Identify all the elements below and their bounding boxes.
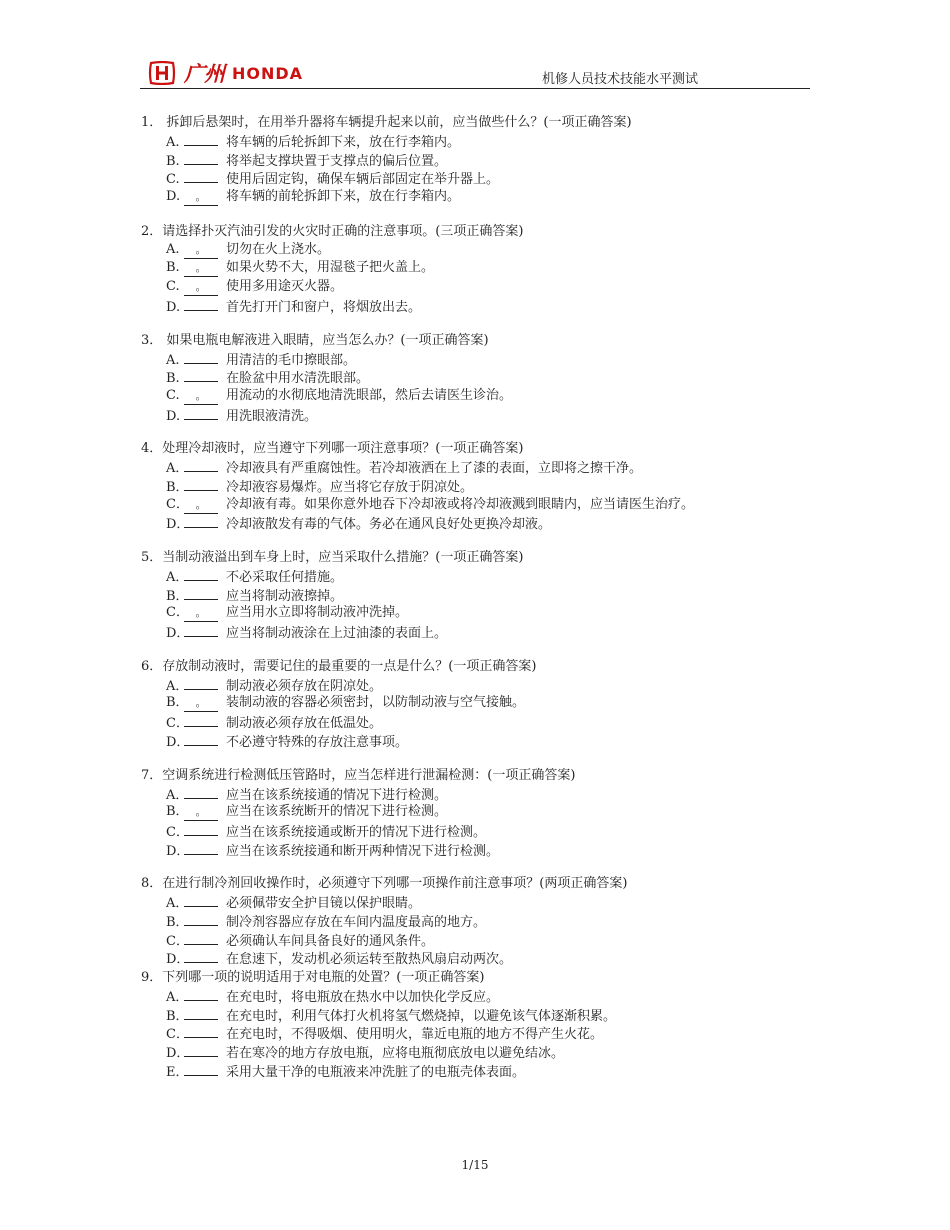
answer-blank[interactable]	[184, 931, 218, 945]
answer-option	[141, 604, 821, 623]
answer-option	[141, 1043, 821, 1062]
option-letter: D.	[166, 299, 181, 315]
answer-option	[141, 676, 821, 695]
answer-blank[interactable]	[184, 1024, 218, 1038]
answer-blank[interactable]: 。	[184, 391, 218, 405]
option-text: 在充电时，将电瓶放在热水中以加快化学反应。	[226, 990, 500, 1005]
answer-blank[interactable]	[184, 676, 218, 690]
option-text: 首先打开门和窗户，将烟放出去。	[226, 299, 422, 315]
answer-option	[141, 1006, 821, 1025]
option-letter: C.	[166, 387, 180, 403]
document-title: 机修人员技术技能水平测试	[541, 72, 698, 87]
option-letter: A．	[166, 461, 189, 477]
option-text: 使用后固定钩，确保车辆后部固定在举升器上。	[226, 172, 500, 188]
answer-blank[interactable]	[184, 406, 218, 420]
option-letter: B.	[166, 371, 180, 387]
answer-blank[interactable]	[184, 458, 218, 472]
page-header	[140, 58, 810, 89]
answer-option	[141, 350, 821, 369]
answer-option	[141, 1024, 821, 1043]
question-text: 8．在进行制冷剂回收操作时，必须遵守下列哪一项操作前注意事项？(两项正确答案)	[141, 876, 628, 892]
answer-blank[interactable]	[184, 623, 218, 637]
option-text: 将车辆的后轮拆卸下来，放在行李箱内。	[226, 135, 461, 150]
question-text: 5．当制动液溢出到车身上时，应当采取什么措施？(一项正确答案)	[141, 550, 524, 565]
question-5	[141, 548, 821, 642]
answer-option	[141, 477, 821, 496]
answer-option	[141, 259, 821, 278]
answer-option	[141, 567, 821, 586]
question-text: 6．存放制动液时，需要记住的最重要的一点是什么？(一项正确答案)	[141, 658, 537, 674]
answer-blank[interactable]	[184, 368, 218, 382]
option-letter: B．	[166, 695, 189, 711]
option-letter: A．	[166, 896, 189, 912]
option-letter: B．	[166, 588, 189, 604]
answer-blank[interactable]	[184, 1062, 218, 1076]
option-text: 应当将制动液擦掉。	[226, 588, 344, 604]
question-text: 1． 拆卸后悬架时，在用举升器将车辆提升起来以前，应当做些什么？(一项正确答案)	[141, 115, 632, 130]
answer-option	[141, 496, 821, 515]
option-letter: C.	[166, 172, 180, 188]
option-letter: C．	[166, 716, 189, 732]
answer-option	[141, 387, 821, 406]
option-letter: B．	[166, 914, 189, 930]
answer-blank[interactable]	[184, 893, 218, 907]
answer-blank[interactable]	[184, 132, 218, 146]
option-letter: C．	[166, 1027, 189, 1043]
option-text: 在怠速下，发动机必须运转至散热风扇启动两次。	[226, 952, 513, 968]
option-text: 用清洁的毛巾擦眼部。	[226, 352, 357, 368]
option-letter: A．	[166, 990, 189, 1005]
answer-option	[141, 188, 821, 207]
answer-blank[interactable]	[184, 350, 218, 364]
option-text: 用流动的水彻底地清洗眼部，然后去请医生诊治。	[226, 387, 513, 403]
answer-option	[141, 949, 821, 968]
option-letter: C．	[166, 824, 189, 840]
option-text: 在充电时，不得吸烟、使用明火，靠近电瓶的地方不得产生火花。	[226, 1027, 604, 1043]
question-2	[141, 222, 821, 316]
answer-option	[141, 297, 821, 316]
option-text: 将举起支撑块置于支撑点的偏后位置。	[226, 153, 448, 169]
answer-blank[interactable]	[184, 1006, 218, 1020]
answer-option	[141, 694, 821, 713]
answer-option	[141, 803, 821, 822]
option-letter: A.	[166, 241, 180, 257]
option-letter: C．	[166, 933, 189, 949]
answer-blank[interactable]: 。	[184, 500, 218, 514]
question-text: 7．空调系统进行检测低压管路时，应当怎样进行泄漏检测：(一项正确答案)	[141, 767, 576, 783]
answer-blank[interactable]	[184, 586, 218, 600]
option-letter: B．	[166, 1008, 189, 1024]
option-text: 冷却液有毒。如果你意外地吞下冷却液或将冷却液溅到眼睛内，应当请医生治疗。	[226, 496, 695, 512]
answer-option	[141, 151, 821, 170]
answer-blank[interactable]	[184, 514, 218, 528]
brand-en: HONDA	[232, 63, 304, 83]
answer-option	[141, 623, 821, 642]
question-text: 3． 如果电瓶电解液进入眼睛，应当怎么办？(一项正确答案)	[141, 332, 489, 348]
option-text: 应当将制动液涂在上过油漆的表面上。	[226, 626, 448, 642]
answer-option	[141, 241, 821, 260]
answer-blank[interactable]: 。	[184, 608, 218, 622]
option-text: 应当在该系统接通和断开两种情况下进行检测。	[226, 843, 500, 859]
answer-blank[interactable]: 。	[184, 192, 218, 206]
question-4	[141, 439, 821, 533]
answer-option	[141, 1062, 821, 1081]
question-text: 2．请选择扑灭汽油引发的火灾时正确的注意事项。(三项正确答案)	[141, 223, 524, 239]
question-list	[141, 113, 821, 1095]
option-letter: B.	[166, 260, 180, 276]
option-letter: D.	[166, 189, 181, 205]
answer-option	[141, 713, 821, 732]
honda-logo	[148, 60, 303, 86]
option-text: 冷却液容易爆炸。应当将它存放于阴凉处。	[226, 479, 474, 495]
question-7	[141, 766, 821, 860]
option-text: 用洗眼液清洗。	[226, 408, 318, 424]
answer-blank[interactable]	[184, 987, 218, 1001]
option-text: 冷却液具有严重腐蚀性。若冷却液洒在上了漆的表面，立即将之擦干净。	[226, 461, 643, 477]
option-text: 应当在该系统接通的情况下进行检测。	[226, 787, 448, 803]
question-9	[141, 968, 821, 1080]
answer-blank[interactable]	[184, 822, 218, 836]
option-text: 不必采取任何措施。	[226, 570, 344, 585]
option-text: 应当在该系统接通或断开的情况下进行检测。	[226, 824, 487, 840]
question-8	[141, 874, 821, 968]
answer-option	[141, 368, 821, 387]
option-letter: A．	[166, 787, 189, 803]
option-text: 应当在该系统断开的情况下进行检测。	[226, 804, 448, 820]
option-letter: E．	[166, 1064, 189, 1080]
option-letter: C．	[166, 496, 189, 512]
answer-option	[141, 406, 821, 425]
question-1	[141, 113, 821, 207]
answer-option	[141, 785, 821, 804]
answer-option	[141, 586, 821, 605]
option-letter: D.	[166, 408, 181, 424]
answer-option	[141, 278, 821, 297]
answer-blank[interactable]	[184, 151, 218, 165]
option-text: 将车辆的前轮拆卸下来，放在行李箱内。	[226, 189, 461, 205]
answer-blank[interactable]	[184, 713, 218, 727]
answer-option	[141, 841, 821, 860]
option-letter: D．	[166, 517, 190, 533]
option-text: 制动液必须存放在低温处。	[226, 716, 383, 732]
option-letter: D．	[166, 626, 190, 642]
answer-option	[141, 132, 821, 151]
option-text: 若在寒冷的地方存放电瓶，应将电瓶彻底放电以避免结冰。	[226, 1046, 565, 1062]
option-text: 采用大量干净的电瓶液来冲洗脏了的电瓶壳体表面。	[226, 1064, 526, 1080]
answer-option	[141, 987, 821, 1006]
question-3	[141, 331, 821, 425]
option-letter: D．	[166, 734, 190, 750]
answer-blank[interactable]: 。	[184, 263, 218, 277]
option-letter: D．	[166, 952, 190, 968]
answer-blank[interactable]: 。	[184, 245, 218, 259]
answer-blank[interactable]	[184, 912, 218, 926]
option-text: 切勿在火上浇水。	[226, 241, 331, 257]
answer-option	[141, 931, 821, 950]
answer-blank[interactable]	[184, 169, 218, 183]
answer-option	[141, 732, 821, 751]
option-letter: C.	[166, 279, 180, 295]
option-text: 使用多用途灭火器。	[226, 279, 344, 295]
answer-option	[141, 912, 821, 931]
option-letter: D．	[166, 1046, 190, 1062]
answer-blank[interactable]	[184, 841, 218, 855]
option-text: 必须确认车间具备良好的通风条件。	[226, 933, 435, 949]
honda-h-icon	[148, 61, 176, 85]
option-letter: D．	[166, 843, 190, 859]
answer-blank[interactable]	[184, 732, 218, 746]
answer-blank[interactable]	[184, 949, 218, 963]
option-text: 应当用水立即将制动液冲洗掉。	[226, 605, 409, 621]
answer-blank[interactable]	[184, 477, 218, 491]
brand-cn: 广州	[184, 62, 224, 86]
answer-blank[interactable]	[184, 785, 218, 799]
option-text: 如果火势不大，用湿毯子把火盖上。	[226, 260, 435, 276]
option-text: 制动液必须存放在阴凉处。	[226, 678, 383, 694]
option-letter: B．	[166, 479, 189, 495]
answer-blank[interactable]	[184, 567, 218, 581]
option-letter: A．	[166, 570, 189, 585]
answer-blank[interactable]: 。	[184, 807, 218, 821]
option-text: 在脸盆中用水清洗眼部。	[226, 371, 370, 387]
answer-option	[141, 514, 821, 533]
answer-blank[interactable]: 。	[184, 282, 218, 296]
question-text: 9．下列哪一项的说明适用于对电瓶的处置？(一项正确答案)	[141, 970, 485, 985]
answer-option	[141, 458, 821, 477]
question-6	[141, 657, 821, 751]
option-text: 冷却液散发有毒的气体。务必在通风良好处更换冷却液。	[226, 517, 552, 533]
option-letter: B．	[166, 804, 189, 820]
answer-blank[interactable]	[184, 1043, 218, 1057]
option-letter: A.	[166, 135, 180, 150]
option-text: 不必遵守特殊的存放注意事项。	[226, 734, 409, 750]
answer-option	[141, 822, 821, 841]
option-letter: C．	[166, 605, 189, 621]
answer-blank[interactable]: 。	[184, 698, 218, 712]
answer-option	[141, 893, 821, 912]
option-text: 装制动液的容器必须密封，以防制动液与空气接触。	[226, 695, 526, 711]
answer-option	[141, 169, 821, 188]
question-text: 4．处理冷却液时，应当遵守下列哪一项注意事项？(一项正确答案)	[141, 441, 524, 457]
option-text: 制冷剂容器应存放在车间内温度最高的地方。	[226, 914, 487, 930]
option-letter: B.	[166, 153, 180, 169]
option-letter: A.	[166, 352, 180, 368]
answer-blank[interactable]	[184, 297, 218, 311]
option-text: 在充电时，利用气体打火机将氢气燃烧掉，以避免该气体逐渐积累。	[226, 1008, 617, 1024]
option-letter: A．	[166, 678, 189, 694]
page-number: 1/15	[461, 1158, 489, 1172]
option-text: 必须佩带安全护目镜以保护眼睛。	[226, 896, 422, 912]
